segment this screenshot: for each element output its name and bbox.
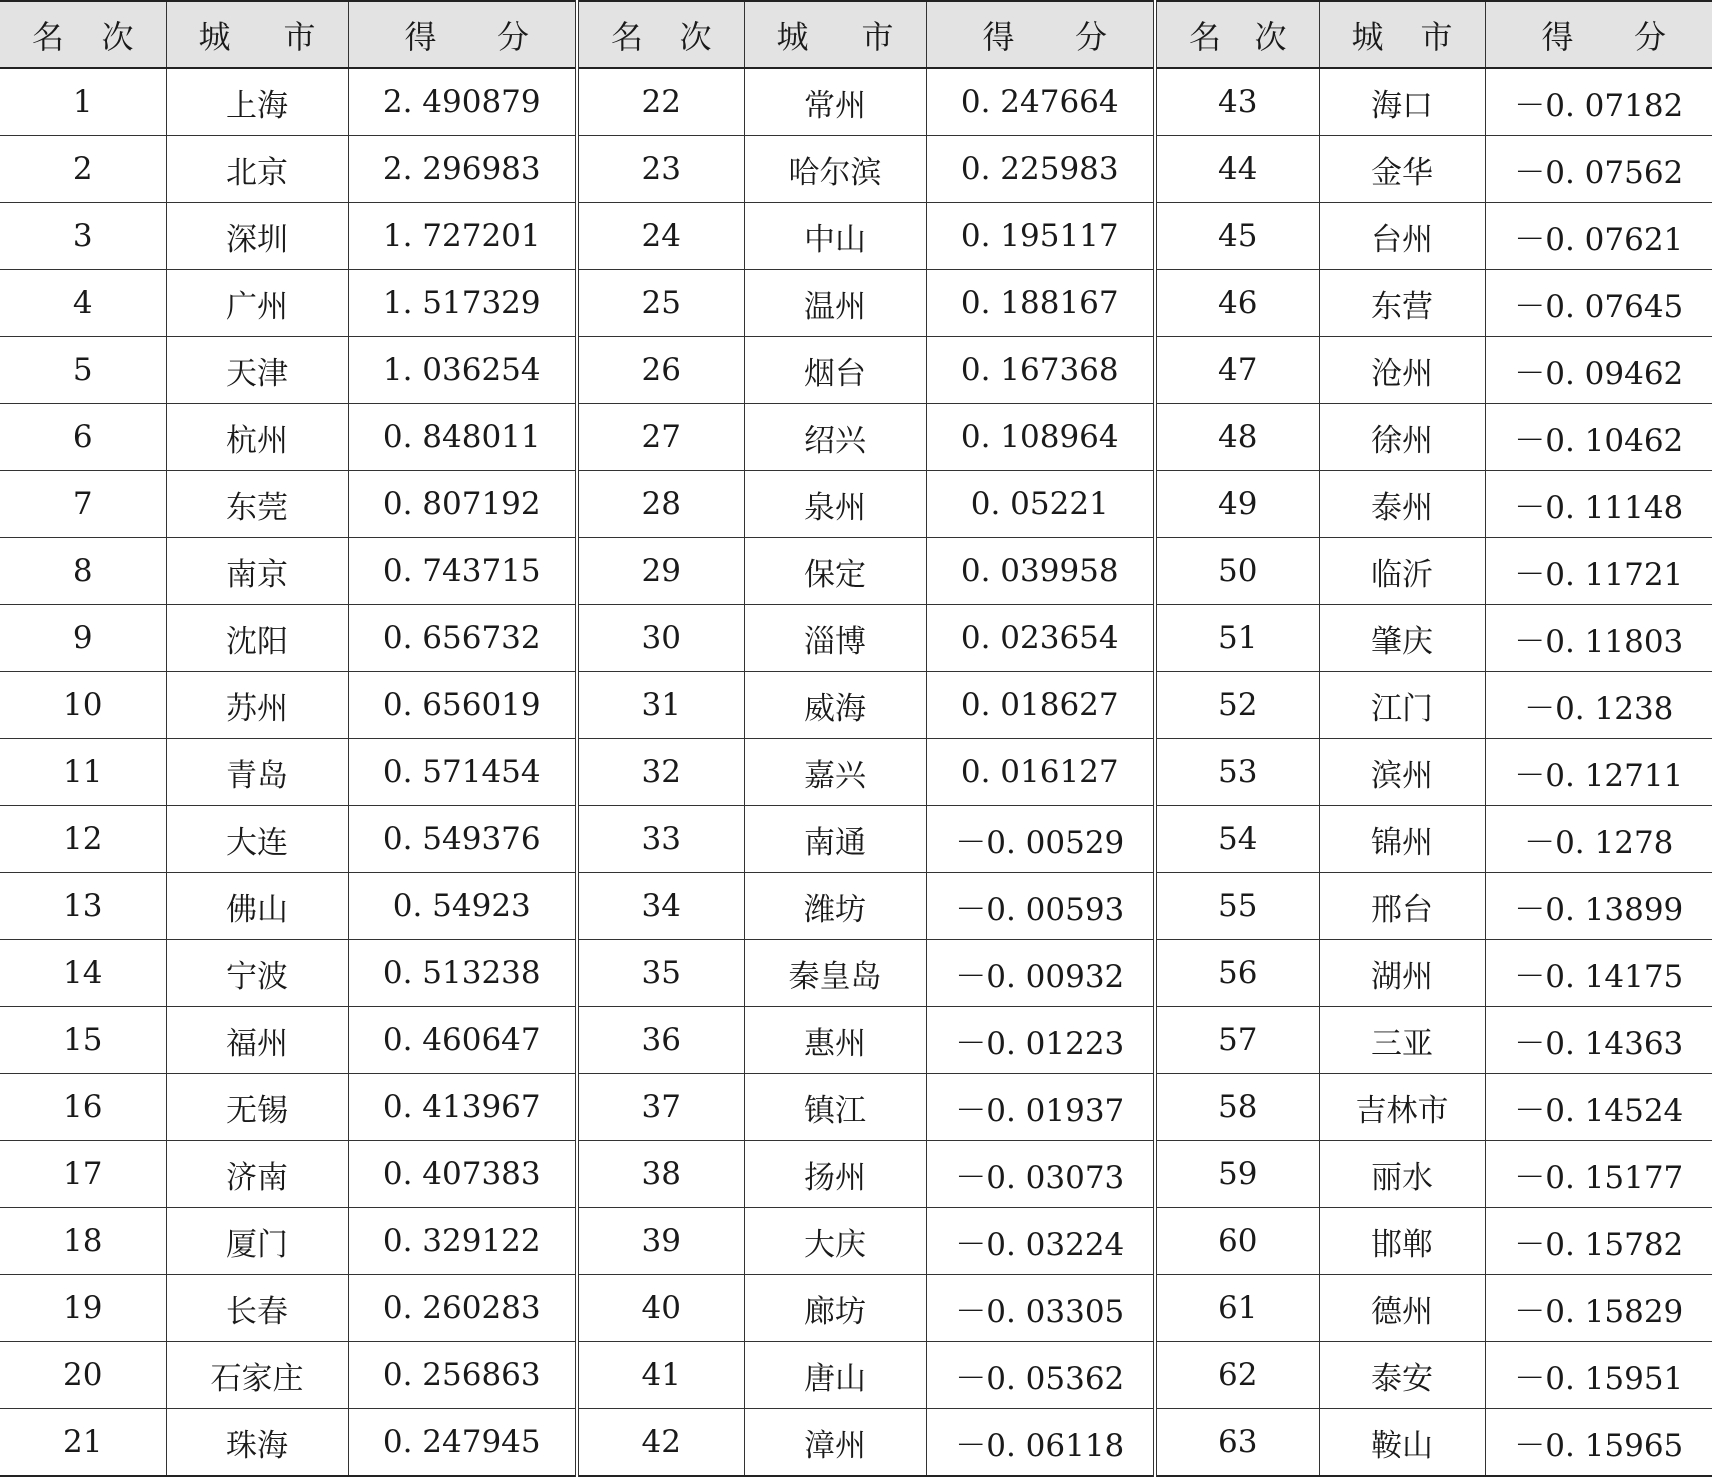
rank-cell: 55 xyxy=(1155,873,1319,940)
rank-cell: 49 xyxy=(1155,471,1319,538)
city-cell: 石家庄 xyxy=(166,1342,348,1409)
city-header: 城 市 xyxy=(744,1,926,68)
city-cell: 湖州 xyxy=(1319,940,1485,1007)
city-cell: 温州 xyxy=(744,270,926,337)
city-cell: 肇庆 xyxy=(1319,605,1485,672)
rank-cell: 23 xyxy=(577,136,744,203)
rank-cell: 57 xyxy=(1155,1007,1319,1074)
city-cell: 青岛 xyxy=(166,739,348,806)
rank-cell: 17 xyxy=(0,1141,166,1208)
score-cell: 0. 108964 xyxy=(926,404,1155,471)
score-cell: 1. 036254 xyxy=(348,337,577,404)
rank-cell: 42 xyxy=(577,1409,744,1477)
score-cell: 0. 195117 xyxy=(926,203,1155,270)
score-cell: 2. 490879 xyxy=(348,68,577,136)
city-cell: 南通 xyxy=(744,806,926,873)
rank-cell: 38 xyxy=(577,1141,744,1208)
city-cell: 金华 xyxy=(1319,136,1485,203)
score-cell: 0. 413967 xyxy=(348,1074,577,1141)
city-cell: 三亚 xyxy=(1319,1007,1485,1074)
city-cell: 福州 xyxy=(166,1007,348,1074)
rank-cell: 15 xyxy=(0,1007,166,1074)
score-cell: 0. 016127 xyxy=(926,739,1155,806)
city-cell: 深圳 xyxy=(166,203,348,270)
rank-header: 名 次 xyxy=(0,1,166,68)
city-cell: 北京 xyxy=(166,136,348,203)
score-cell: －0. 05362 xyxy=(926,1342,1155,1409)
city-cell: 秦皇岛 xyxy=(744,940,926,1007)
city-cell: 珠海 xyxy=(166,1409,348,1477)
score-cell: 0. 513238 xyxy=(348,940,577,1007)
city-cell: 扬州 xyxy=(744,1141,926,1208)
city-cell: 泰安 xyxy=(1319,1342,1485,1409)
score-cell: 0. 848011 xyxy=(348,404,577,471)
rank-cell: 12 xyxy=(0,806,166,873)
rank-cell: 2 xyxy=(0,136,166,203)
score-cell: －0. 00932 xyxy=(926,940,1155,1007)
city-cell: 常州 xyxy=(744,68,926,136)
rank-cell: 25 xyxy=(577,270,744,337)
score-cell: －0. 12711 xyxy=(1485,739,1712,806)
score-cell: －0. 03224 xyxy=(926,1208,1155,1275)
city-cell: 唐山 xyxy=(744,1342,926,1409)
city-cell: 宁波 xyxy=(166,940,348,1007)
rank-cell: 43 xyxy=(1155,68,1319,136)
city-cell: 济南 xyxy=(166,1141,348,1208)
score-header: 得 分 xyxy=(926,1,1155,68)
city-cell: 惠州 xyxy=(744,1007,926,1074)
table-row xyxy=(0,136,1712,203)
city-header: 城 市 xyxy=(1319,1,1485,68)
rank-cell: 28 xyxy=(577,471,744,538)
rank-cell: 36 xyxy=(577,1007,744,1074)
city-cell: 吉林市 xyxy=(1319,1074,1485,1141)
score-cell: －0. 07182 xyxy=(1485,68,1712,136)
score-cell: －0. 01937 xyxy=(926,1074,1155,1141)
score-cell: －0. 10462 xyxy=(1485,404,1712,471)
table-row xyxy=(0,806,1712,873)
score-cell: 0. 167368 xyxy=(926,337,1155,404)
score-cell: 0. 571454 xyxy=(348,739,577,806)
city-cell: 大庆 xyxy=(744,1208,926,1275)
score-cell: －0. 03305 xyxy=(926,1275,1155,1342)
city-cell: 佛山 xyxy=(166,873,348,940)
score-cell: 0. 247945 xyxy=(348,1409,577,1477)
city-cell: 中山 xyxy=(744,203,926,270)
city-cell: 海口 xyxy=(1319,68,1485,136)
city-cell: 淄博 xyxy=(744,605,926,672)
rank-cell: 51 xyxy=(1155,605,1319,672)
score-cell: 0. 743715 xyxy=(348,538,577,605)
rank-cell: 56 xyxy=(1155,940,1319,1007)
score-cell: －0. 15951 xyxy=(1485,1342,1712,1409)
rank-cell: 6 xyxy=(0,404,166,471)
score-cell: 0. 460647 xyxy=(348,1007,577,1074)
rank-cell: 62 xyxy=(1155,1342,1319,1409)
score-cell: 0. 188167 xyxy=(926,270,1155,337)
table-row xyxy=(0,337,1712,404)
city-cell: 江门 xyxy=(1319,672,1485,739)
score-cell: 0. 656019 xyxy=(348,672,577,739)
score-cell: 1. 727201 xyxy=(348,203,577,270)
city-cell: 绍兴 xyxy=(744,404,926,471)
rank-cell: 5 xyxy=(0,337,166,404)
rank-cell: 9 xyxy=(0,605,166,672)
score-cell: 0. 54923 xyxy=(348,873,577,940)
rank-cell: 39 xyxy=(577,1208,744,1275)
city-cell: 厦门 xyxy=(166,1208,348,1275)
score-cell: 0. 023654 xyxy=(926,605,1155,672)
rank-cell: 19 xyxy=(0,1275,166,1342)
city-cell: 丽水 xyxy=(1319,1141,1485,1208)
rank-cell: 40 xyxy=(577,1275,744,1342)
score-cell: －0. 03073 xyxy=(926,1141,1155,1208)
score-cell: －0. 14175 xyxy=(1485,940,1712,1007)
city-cell: 廊坊 xyxy=(744,1275,926,1342)
table-row xyxy=(0,1074,1712,1141)
score-header: 得 分 xyxy=(1485,1,1712,68)
city-cell: 漳州 xyxy=(744,1409,926,1477)
city-header: 城 市 xyxy=(166,1,348,68)
city-cell: 大连 xyxy=(166,806,348,873)
score-cell: 0. 225983 xyxy=(926,136,1155,203)
score-cell: －0. 01223 xyxy=(926,1007,1155,1074)
score-cell: 2. 296983 xyxy=(348,136,577,203)
rank-cell: 29 xyxy=(577,538,744,605)
score-cell: －0. 15177 xyxy=(1485,1141,1712,1208)
city-cell: 保定 xyxy=(744,538,926,605)
rank-cell: 22 xyxy=(577,68,744,136)
rank-cell: 47 xyxy=(1155,337,1319,404)
rank-cell: 58 xyxy=(1155,1074,1319,1141)
score-cell: －0. 1278 xyxy=(1485,806,1712,873)
rank-cell: 37 xyxy=(577,1074,744,1141)
rank-cell: 33 xyxy=(577,806,744,873)
score-cell: 0. 549376 xyxy=(348,806,577,873)
rank-cell: 60 xyxy=(1155,1208,1319,1275)
score-cell: －0. 07621 xyxy=(1485,203,1712,270)
city-cell: 泰州 xyxy=(1319,471,1485,538)
table-row xyxy=(0,1141,1712,1208)
rank-cell: 1 xyxy=(0,68,166,136)
city-cell: 烟台 xyxy=(744,337,926,404)
table-row xyxy=(0,404,1712,471)
rank-cell: 46 xyxy=(1155,270,1319,337)
score-cell: －0. 00529 xyxy=(926,806,1155,873)
score-cell: －0. 11803 xyxy=(1485,605,1712,672)
city-cell: 邯郸 xyxy=(1319,1208,1485,1275)
table-row xyxy=(0,605,1712,672)
city-cell: 苏州 xyxy=(166,672,348,739)
score-cell: －0. 15829 xyxy=(1485,1275,1712,1342)
rank-cell: 18 xyxy=(0,1208,166,1275)
rank-cell: 8 xyxy=(0,538,166,605)
city-cell: 哈尔滨 xyxy=(744,136,926,203)
rank-cell: 48 xyxy=(1155,404,1319,471)
score-cell: 0. 260283 xyxy=(348,1275,577,1342)
rank-header: 名 次 xyxy=(577,1,744,68)
score-cell: －0. 1238 xyxy=(1485,672,1712,739)
table-row xyxy=(0,1275,1712,1342)
city-cell: 泉州 xyxy=(744,471,926,538)
score-cell: －0. 07562 xyxy=(1485,136,1712,203)
score-cell: －0. 14363 xyxy=(1485,1007,1712,1074)
rank-header: 名 次 xyxy=(1155,1,1319,68)
rank-cell: 54 xyxy=(1155,806,1319,873)
score-cell: 0. 807192 xyxy=(348,471,577,538)
city-cell: 广州 xyxy=(166,270,348,337)
rank-cell: 7 xyxy=(0,471,166,538)
city-cell: 沈阳 xyxy=(166,605,348,672)
table-row xyxy=(0,68,1712,136)
city-cell: 上海 xyxy=(166,68,348,136)
header-row xyxy=(0,1,1712,68)
score-cell: －0. 00593 xyxy=(926,873,1155,940)
rank-cell: 20 xyxy=(0,1342,166,1409)
score-cell: －0. 14524 xyxy=(1485,1074,1712,1141)
rank-cell: 27 xyxy=(577,404,744,471)
city-cell: 南京 xyxy=(166,538,348,605)
score-cell: 0. 329122 xyxy=(348,1208,577,1275)
score-cell: 0. 05221 xyxy=(926,471,1155,538)
rank-cell: 61 xyxy=(1155,1275,1319,1342)
city-cell: 沧州 xyxy=(1319,337,1485,404)
table-row xyxy=(0,739,1712,806)
rank-cell: 16 xyxy=(0,1074,166,1141)
score-cell: －0. 07645 xyxy=(1485,270,1712,337)
rank-cell: 45 xyxy=(1155,203,1319,270)
city-cell: 威海 xyxy=(744,672,926,739)
rank-cell: 32 xyxy=(577,739,744,806)
score-cell: 0. 656732 xyxy=(348,605,577,672)
score-cell: －0. 11148 xyxy=(1485,471,1712,538)
rank-cell: 44 xyxy=(1155,136,1319,203)
rank-cell: 63 xyxy=(1155,1409,1319,1477)
rank-cell: 50 xyxy=(1155,538,1319,605)
score-cell: 0. 407383 xyxy=(348,1141,577,1208)
city-cell: 长春 xyxy=(166,1275,348,1342)
table-row xyxy=(0,940,1712,1007)
city-cell: 德州 xyxy=(1319,1275,1485,1342)
rank-cell: 10 xyxy=(0,672,166,739)
score-cell: －0. 09462 xyxy=(1485,337,1712,404)
city-cell: 临沂 xyxy=(1319,538,1485,605)
rank-cell: 41 xyxy=(577,1342,744,1409)
table-row xyxy=(0,1409,1712,1477)
city-cell: 无锡 xyxy=(166,1074,348,1141)
rank-cell: 21 xyxy=(0,1409,166,1477)
rank-cell: 53 xyxy=(1155,739,1319,806)
table-row xyxy=(0,471,1712,538)
table-row xyxy=(0,672,1712,739)
rank-cell: 24 xyxy=(577,203,744,270)
rank-cell: 34 xyxy=(577,873,744,940)
score-cell: 0. 039958 xyxy=(926,538,1155,605)
score-cell: －0. 15782 xyxy=(1485,1208,1712,1275)
score-cell: －0. 06118 xyxy=(926,1409,1155,1477)
table-row xyxy=(0,873,1712,940)
city-cell: 台州 xyxy=(1319,203,1485,270)
city-cell: 天津 xyxy=(166,337,348,404)
rank-cell: 30 xyxy=(577,605,744,672)
city-cell: 锦州 xyxy=(1319,806,1485,873)
city-cell: 东莞 xyxy=(166,471,348,538)
score-header: 得 分 xyxy=(348,1,577,68)
table-body xyxy=(0,68,1712,1476)
score-cell: 0. 247664 xyxy=(926,68,1155,136)
city-cell: 徐州 xyxy=(1319,404,1485,471)
score-cell: 0. 256863 xyxy=(348,1342,577,1409)
score-cell: －0. 11721 xyxy=(1485,538,1712,605)
city-cell: 杭州 xyxy=(166,404,348,471)
city-cell: 嘉兴 xyxy=(744,739,926,806)
score-cell: 0. 018627 xyxy=(926,672,1155,739)
score-cell: 1. 517329 xyxy=(348,270,577,337)
city-cell: 潍坊 xyxy=(744,873,926,940)
rank-cell: 4 xyxy=(0,270,166,337)
rank-cell: 3 xyxy=(0,203,166,270)
table-row xyxy=(0,1208,1712,1275)
rank-cell: 26 xyxy=(577,337,744,404)
city-cell: 东营 xyxy=(1319,270,1485,337)
rank-cell: 14 xyxy=(0,940,166,1007)
city-cell: 鞍山 xyxy=(1319,1409,1485,1477)
city-cell: 镇江 xyxy=(744,1074,926,1141)
table-row xyxy=(0,538,1712,605)
rank-cell: 35 xyxy=(577,940,744,1007)
city-cell: 邢台 xyxy=(1319,873,1485,940)
rank-cell: 52 xyxy=(1155,672,1319,739)
rank-cell: 59 xyxy=(1155,1141,1319,1208)
table-row xyxy=(0,1007,1712,1074)
table-row xyxy=(0,270,1712,337)
rank-cell: 13 xyxy=(0,873,166,940)
table-row xyxy=(0,1342,1712,1409)
rank-cell: 31 xyxy=(577,672,744,739)
score-cell: －0. 13899 xyxy=(1485,873,1712,940)
city-cell: 滨州 xyxy=(1319,739,1485,806)
score-cell: －0. 15965 xyxy=(1485,1409,1712,1477)
rank-cell: 11 xyxy=(0,739,166,806)
table-row xyxy=(0,203,1712,270)
